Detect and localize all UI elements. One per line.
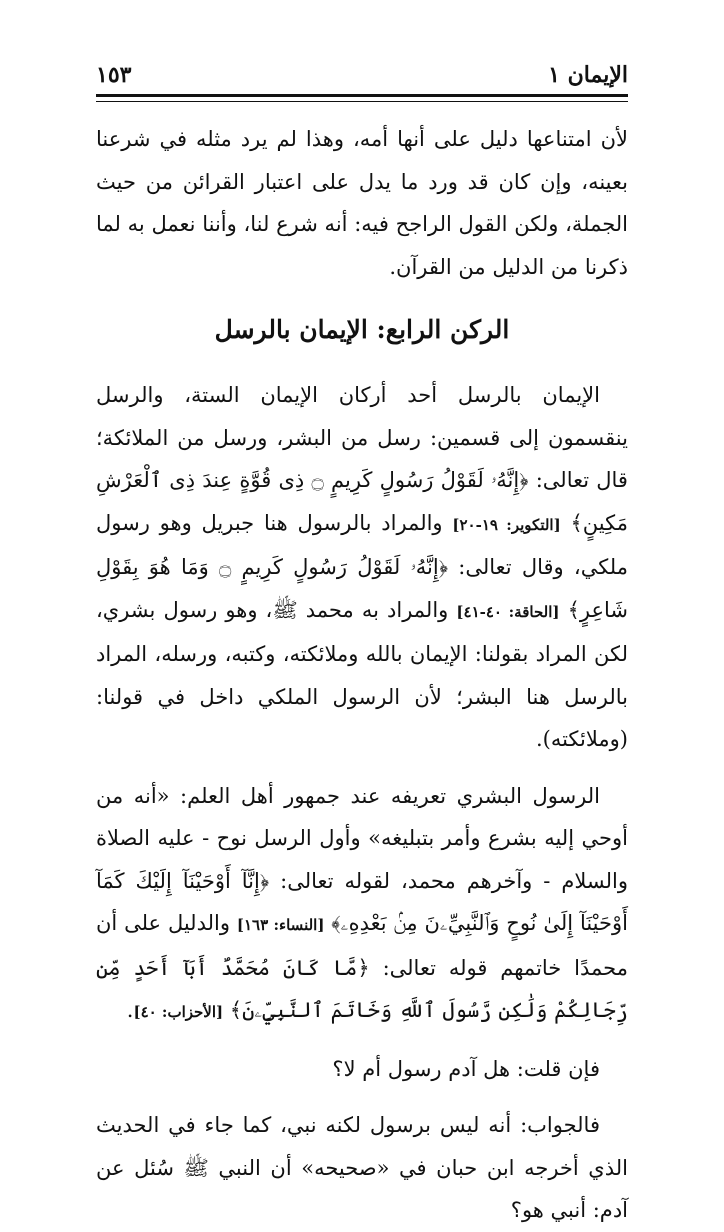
- paragraph-4: فإن قلت: هل آدم رسول أم لا؟: [332, 1056, 600, 1081]
- quran-verse-nisa: ﴿إِنَّآ أَوْحَيْنَآ إِلَيْكَ كَمَآ أَوْحَيْنَآ إِلَىٰ نُوحٍ وَٱلنَّبِيِّۦنَ مِنۢ بَعْدِهِۦ﴾: [96, 868, 628, 935]
- paragraph-3: [96, 775, 628, 1034]
- verse-ref-nisa: [النساء: ١٦٣]: [236, 916, 325, 934]
- paragraph-2: [96, 374, 628, 761]
- verse-ref-haqqa: [الحاقة: ٤٠-٤١]: [456, 602, 560, 621]
- p2-text-c: والمراد به محمد ﷺ، وهو رسول بشري، لكن المراد بقولنا: الإيمان بالله وملائكته، وكتبه، ورسله، المراد بالرسل هنا البشر؛ لأن الرسول الملكي داخل في قولنا: (وملائكته).: [96, 597, 628, 751]
- quran-verse-haqqa: ﴿إِنَّهُۥ لَقَوْلُ رَسُولٍ كَرِيمٍ ۝ وَمَا هُوَ بِقَوْلِ شَاعِرٍ﴾: [96, 555, 628, 622]
- p3-text-a: الرسول البشري تعريفه عند جمهور أهل العلم: «أنه من أوحي إليه بشرع وأمر بتبليغه» وأول الرسل نوح - عليه الصلاة والسلام - وآخرهم محمد، لقوله تعالى:: [96, 783, 628, 893]
- p3-text-b: والدليل على أن محمدًا خاتمهم قوله تعالى:: [96, 911, 628, 980]
- p2-text-b: والمراد بالرسول هنا جبريل وهو رسول ملكي، وقال تعالى:: [96, 510, 628, 579]
- page-header: [96, 58, 628, 92]
- chapter-title: الإيمان ١: [548, 62, 628, 88]
- verse-ref-takwir: [التكوير: ١٩-٢٠]: [452, 515, 561, 534]
- paragraph-5: فالجواب: أنه ليس برسول لكنه نبي، كما جاء في الحديث الذي أخرجه ابن حبان في «صحيحه» أن النبي ﷺ سُئل عن آدم: أنبي هو؟: [96, 1113, 628, 1222]
- p2-text-a: الإيمان بالرسل أحد أركان الإيمان الستة، والرسل ينقسمون إلى قسمين: رسل من البشر، ورسل من الملائكة؛ قال تعالى:: [96, 383, 628, 492]
- quran-verse-takwir: ﴿إِنَّهُۥ لَقَوْلُ رَسُولٍ كَرِيمٍ ۝ ذِى قُوَّةٍ عِندَ ذِى ٱلْعَرْشِ مَكِينٍ﴾: [96, 468, 628, 535]
- p3-end: .: [126, 998, 134, 1022]
- page-number: ١٥٣: [96, 62, 132, 88]
- header-rule-thin: [96, 101, 628, 102]
- verse-ref-ahzab: [الأحزاب: ٤٠]: [133, 1003, 224, 1021]
- header-rule-thick: [96, 94, 628, 97]
- quran-verse-ahzab: ﴿مَّا كَانَ مُحَمَّدٌ أَبَآ أَحَدٍ مِّن رِّجَالِكُمْ وَلَٰكِن رَّسُولَ ٱللَّهِ وَخَاتَمَ ٱلنَّبِيِّۦنَ﴾: [96, 955, 628, 1022]
- paragraph-1: لأن امتناعها دليل على أنها أمه، وهذا لم يرد مثله في شرعنا بعينه، وإن كان قد ورد ما يدل على اعتبار القرائن من حيث الجملة، ولكن القول الراجح فيه: أنه شرع لنا، وأننا نعمل به لما ذكرنا من الدليل من القرآن.: [96, 127, 628, 279]
- page-body: [96, 118, 628, 1232]
- section-heading: الركن الرابع: الإيمان بالرسل: [214, 315, 510, 344]
